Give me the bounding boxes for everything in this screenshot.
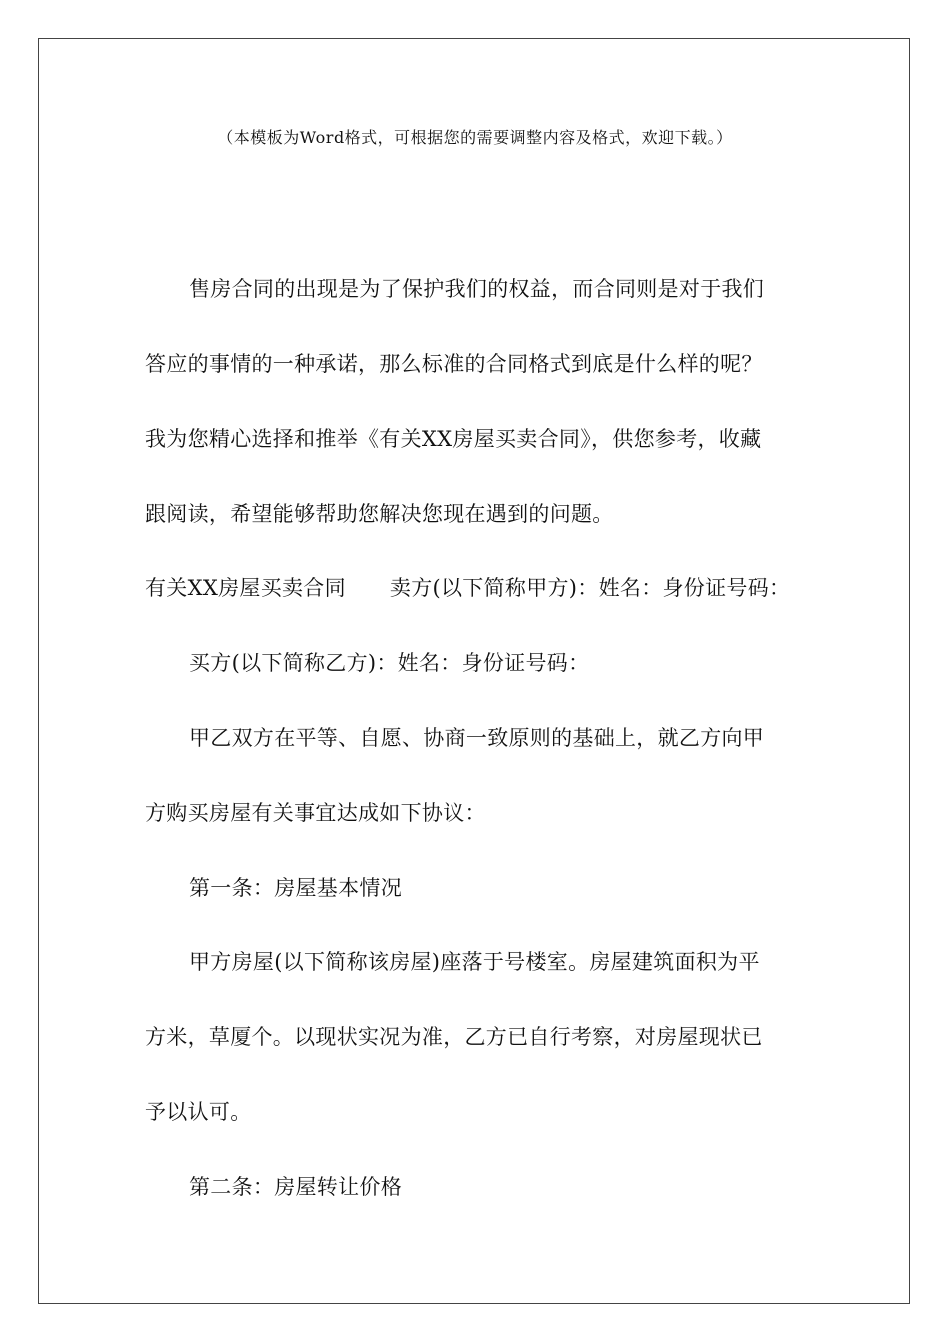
contract-title: 有关XX房屋买卖合同 xyxy=(145,576,346,600)
paragraph-line: 售房合同的出现是为了保护我们的权益，而合同则是对于我们 xyxy=(189,277,765,301)
paragraph-line: 甲方房屋(以下简称该房屋)座落于号楼室。房屋建筑面积为平 xyxy=(189,950,760,974)
paragraph-line: 甲乙双方在平等、自愿、协商一致原则的基础上，就乙方向甲 xyxy=(189,726,765,750)
contract-title-line xyxy=(145,573,790,603)
paragraph-line: 我为您精心选择和推举《有关XX房屋买卖合同》，供您参考，收藏 xyxy=(145,427,762,451)
article-heading: 第二条：房屋转让价格 xyxy=(189,1175,402,1199)
paragraph-line: 跟阅读，希望能够帮助您解决您现在遇到的问题。 xyxy=(145,502,614,526)
buyer-info: 买方(以下简称乙方)：姓名：身份证号码： xyxy=(189,651,590,675)
article-heading: 第一条：房屋基本情况 xyxy=(189,876,402,900)
template-note: （本模板为Word格式，可根据您的需要调整内容及格式，欢迎下载。） xyxy=(217,128,733,147)
paragraph-line: 方购买房屋有关事宜达成如下协议： xyxy=(145,801,486,825)
paragraph-line: 予以认可。 xyxy=(145,1100,252,1124)
paragraph-line: 方米，草厦个。以现状实况为准，乙方已自行考察，对房屋现状已 xyxy=(145,1025,763,1049)
seller-info: 卖方(以下简称甲方)：姓名：身份证号码： xyxy=(389,576,791,600)
paragraph-line: 答应的事情的一种承诺，那么标准的合同格式到底是什么样的呢？ xyxy=(145,352,763,376)
